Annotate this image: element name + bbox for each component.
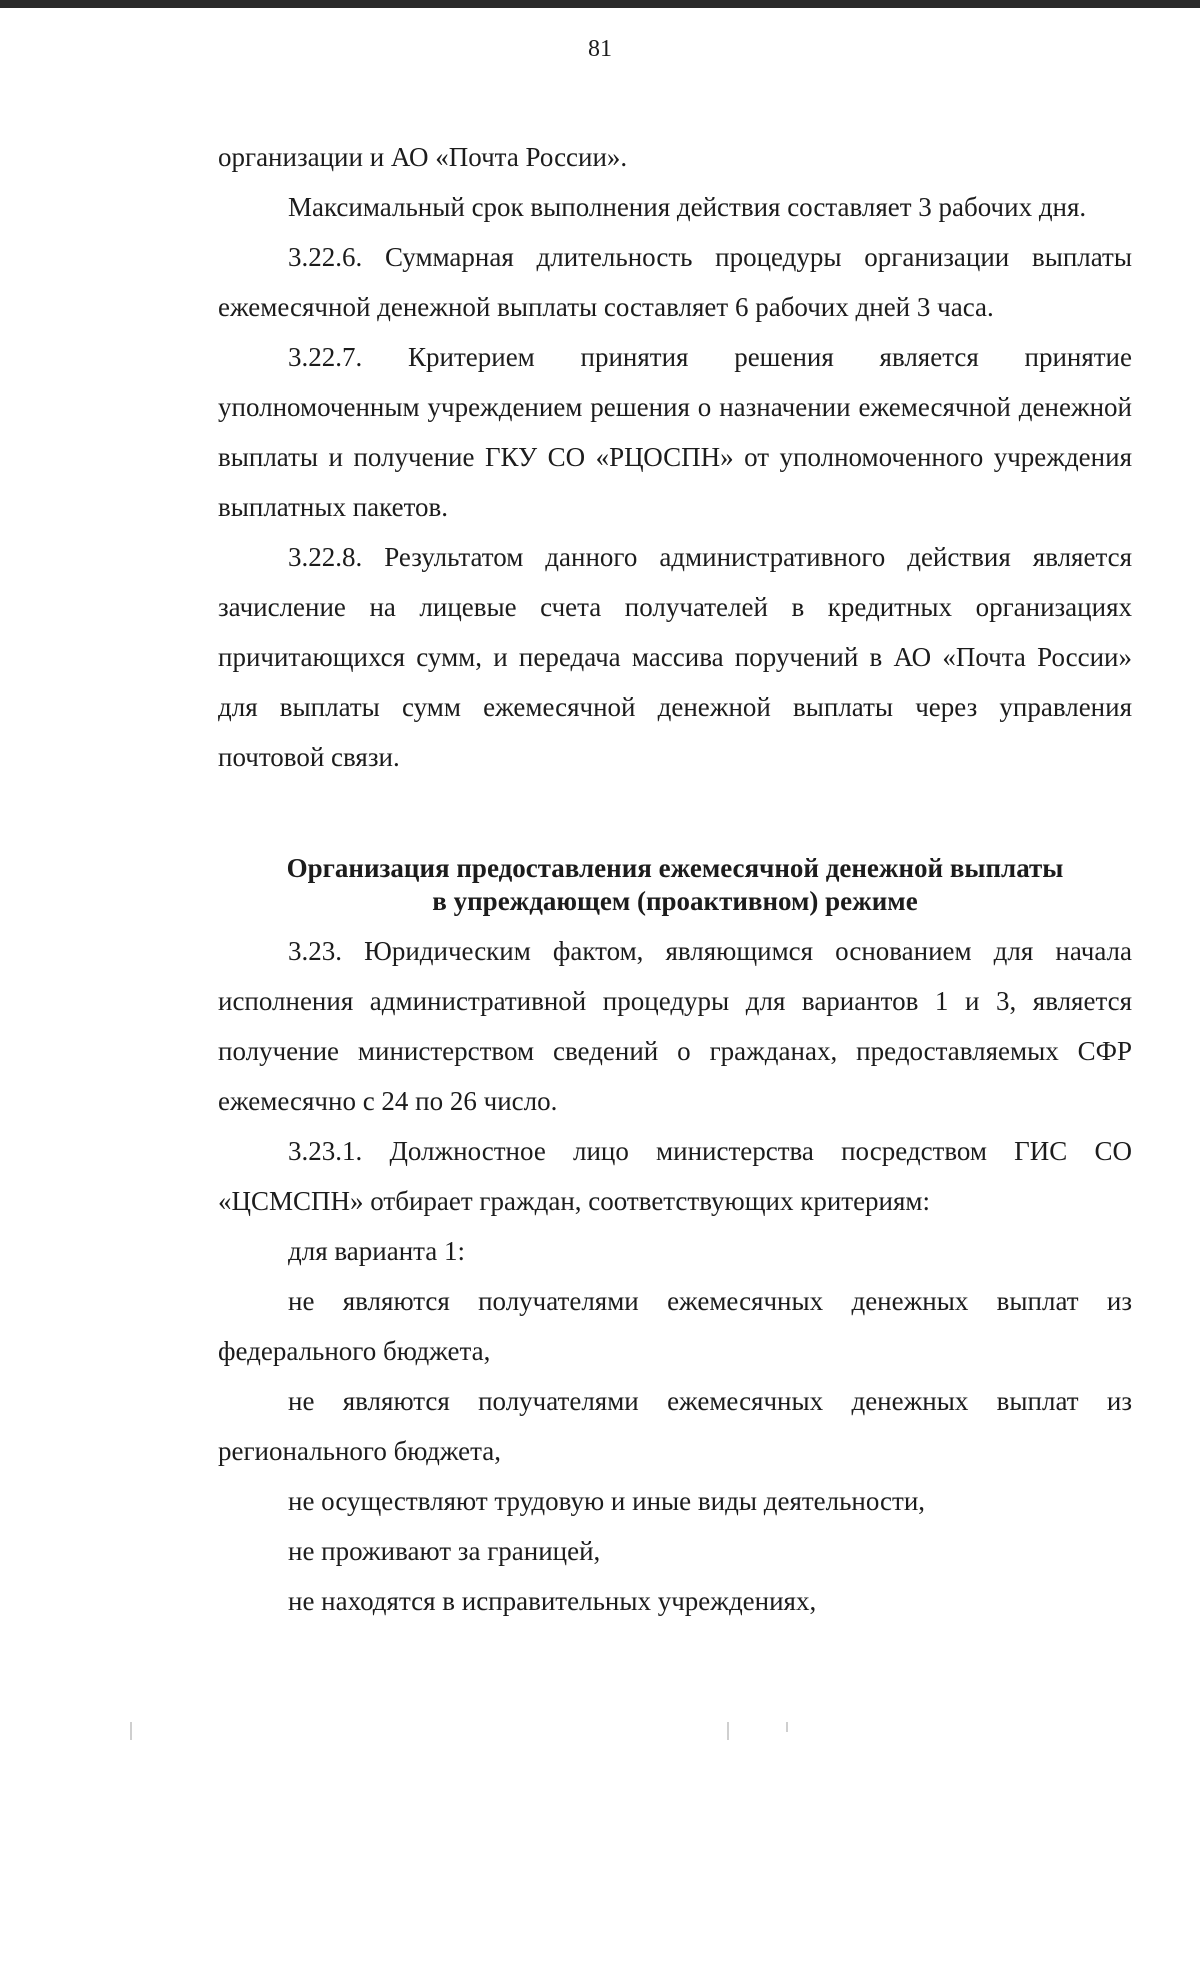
paragraph-continuation: организации и АО «Почта России».: [218, 142, 628, 172]
paragraph-3-22-6: 3.22.6. Суммарная длительность процедуры организации выплаты ежемесячной денежной выплаты составляет 6 рабочих дней 3 часа.: [218, 242, 1132, 322]
section-heading: [218, 852, 1132, 926]
scan-artifact-right: [786, 1722, 788, 1732]
section-heading-line-1: Организация предоставления ежемесячной денежной выплаты: [286, 853, 1064, 883]
section-heading-line-2: в упреждающем (проактивном) режиме: [432, 886, 918, 916]
criterion-not-in-correctional: не находятся в исправительных учреждениях,: [288, 1586, 817, 1616]
paragraph-max-term: Максимальный срок выполнения действия составляет 3 рабочих дня.: [288, 192, 1087, 222]
paragraph-variant-1: для варианта 1:: [288, 1236, 466, 1266]
page-number: 81: [588, 36, 612, 62]
criterion-not-abroad: не проживают за границей,: [288, 1536, 601, 1566]
scan-top-edge: [0, 0, 1200, 8]
document-body: [218, 132, 1132, 1626]
criterion-no-employment: не осуществляют трудовую и иные виды деятельности,: [288, 1486, 926, 1516]
paragraph-3-22-7: 3.22.7. Критерием принятия решения является принятие уполномоченным учреждением решения о назначении ежемесячной денежной выплаты и получение ГКУ СО «РЦОСПН» от уполномоченного учреждения выплатных пакетов.: [218, 342, 1132, 522]
scan-artifact-center: [727, 1722, 729, 1740]
paragraph-3-23: 3.23. Юридическим фактом, являющимся основанием для начала исполнения административной процедуры для вариантов 1 и 3, является получение министерством сведений о гражданах, предоставляемых СФР ежемесячно с 24 по 26 число.: [218, 936, 1132, 1116]
paragraph-3-22-8: 3.22.8. Результатом данного административного действия является зачисление на лицевые счета получателей в кредитных организациях причитающихся сумм, и передача массива поручений в АО «Почта России» для выплаты сумм ежемесячной денежной выплаты через управления почтовой связи.: [218, 542, 1132, 772]
scan-artifact-left: [130, 1722, 132, 1740]
criterion-regional-budget: не являются получателями ежемесячных денежных выплат из регионального бюджета,: [218, 1386, 1132, 1466]
paragraph-3-23-1: 3.23.1. Должностное лицо министерства посредством ГИС СО «ЦСМСПН» отбирает граждан, соответствующих критериям:: [218, 1136, 1132, 1216]
criterion-federal-budget: не являются получателями ежемесячных денежных выплат из федерального бюджета,: [218, 1286, 1132, 1366]
